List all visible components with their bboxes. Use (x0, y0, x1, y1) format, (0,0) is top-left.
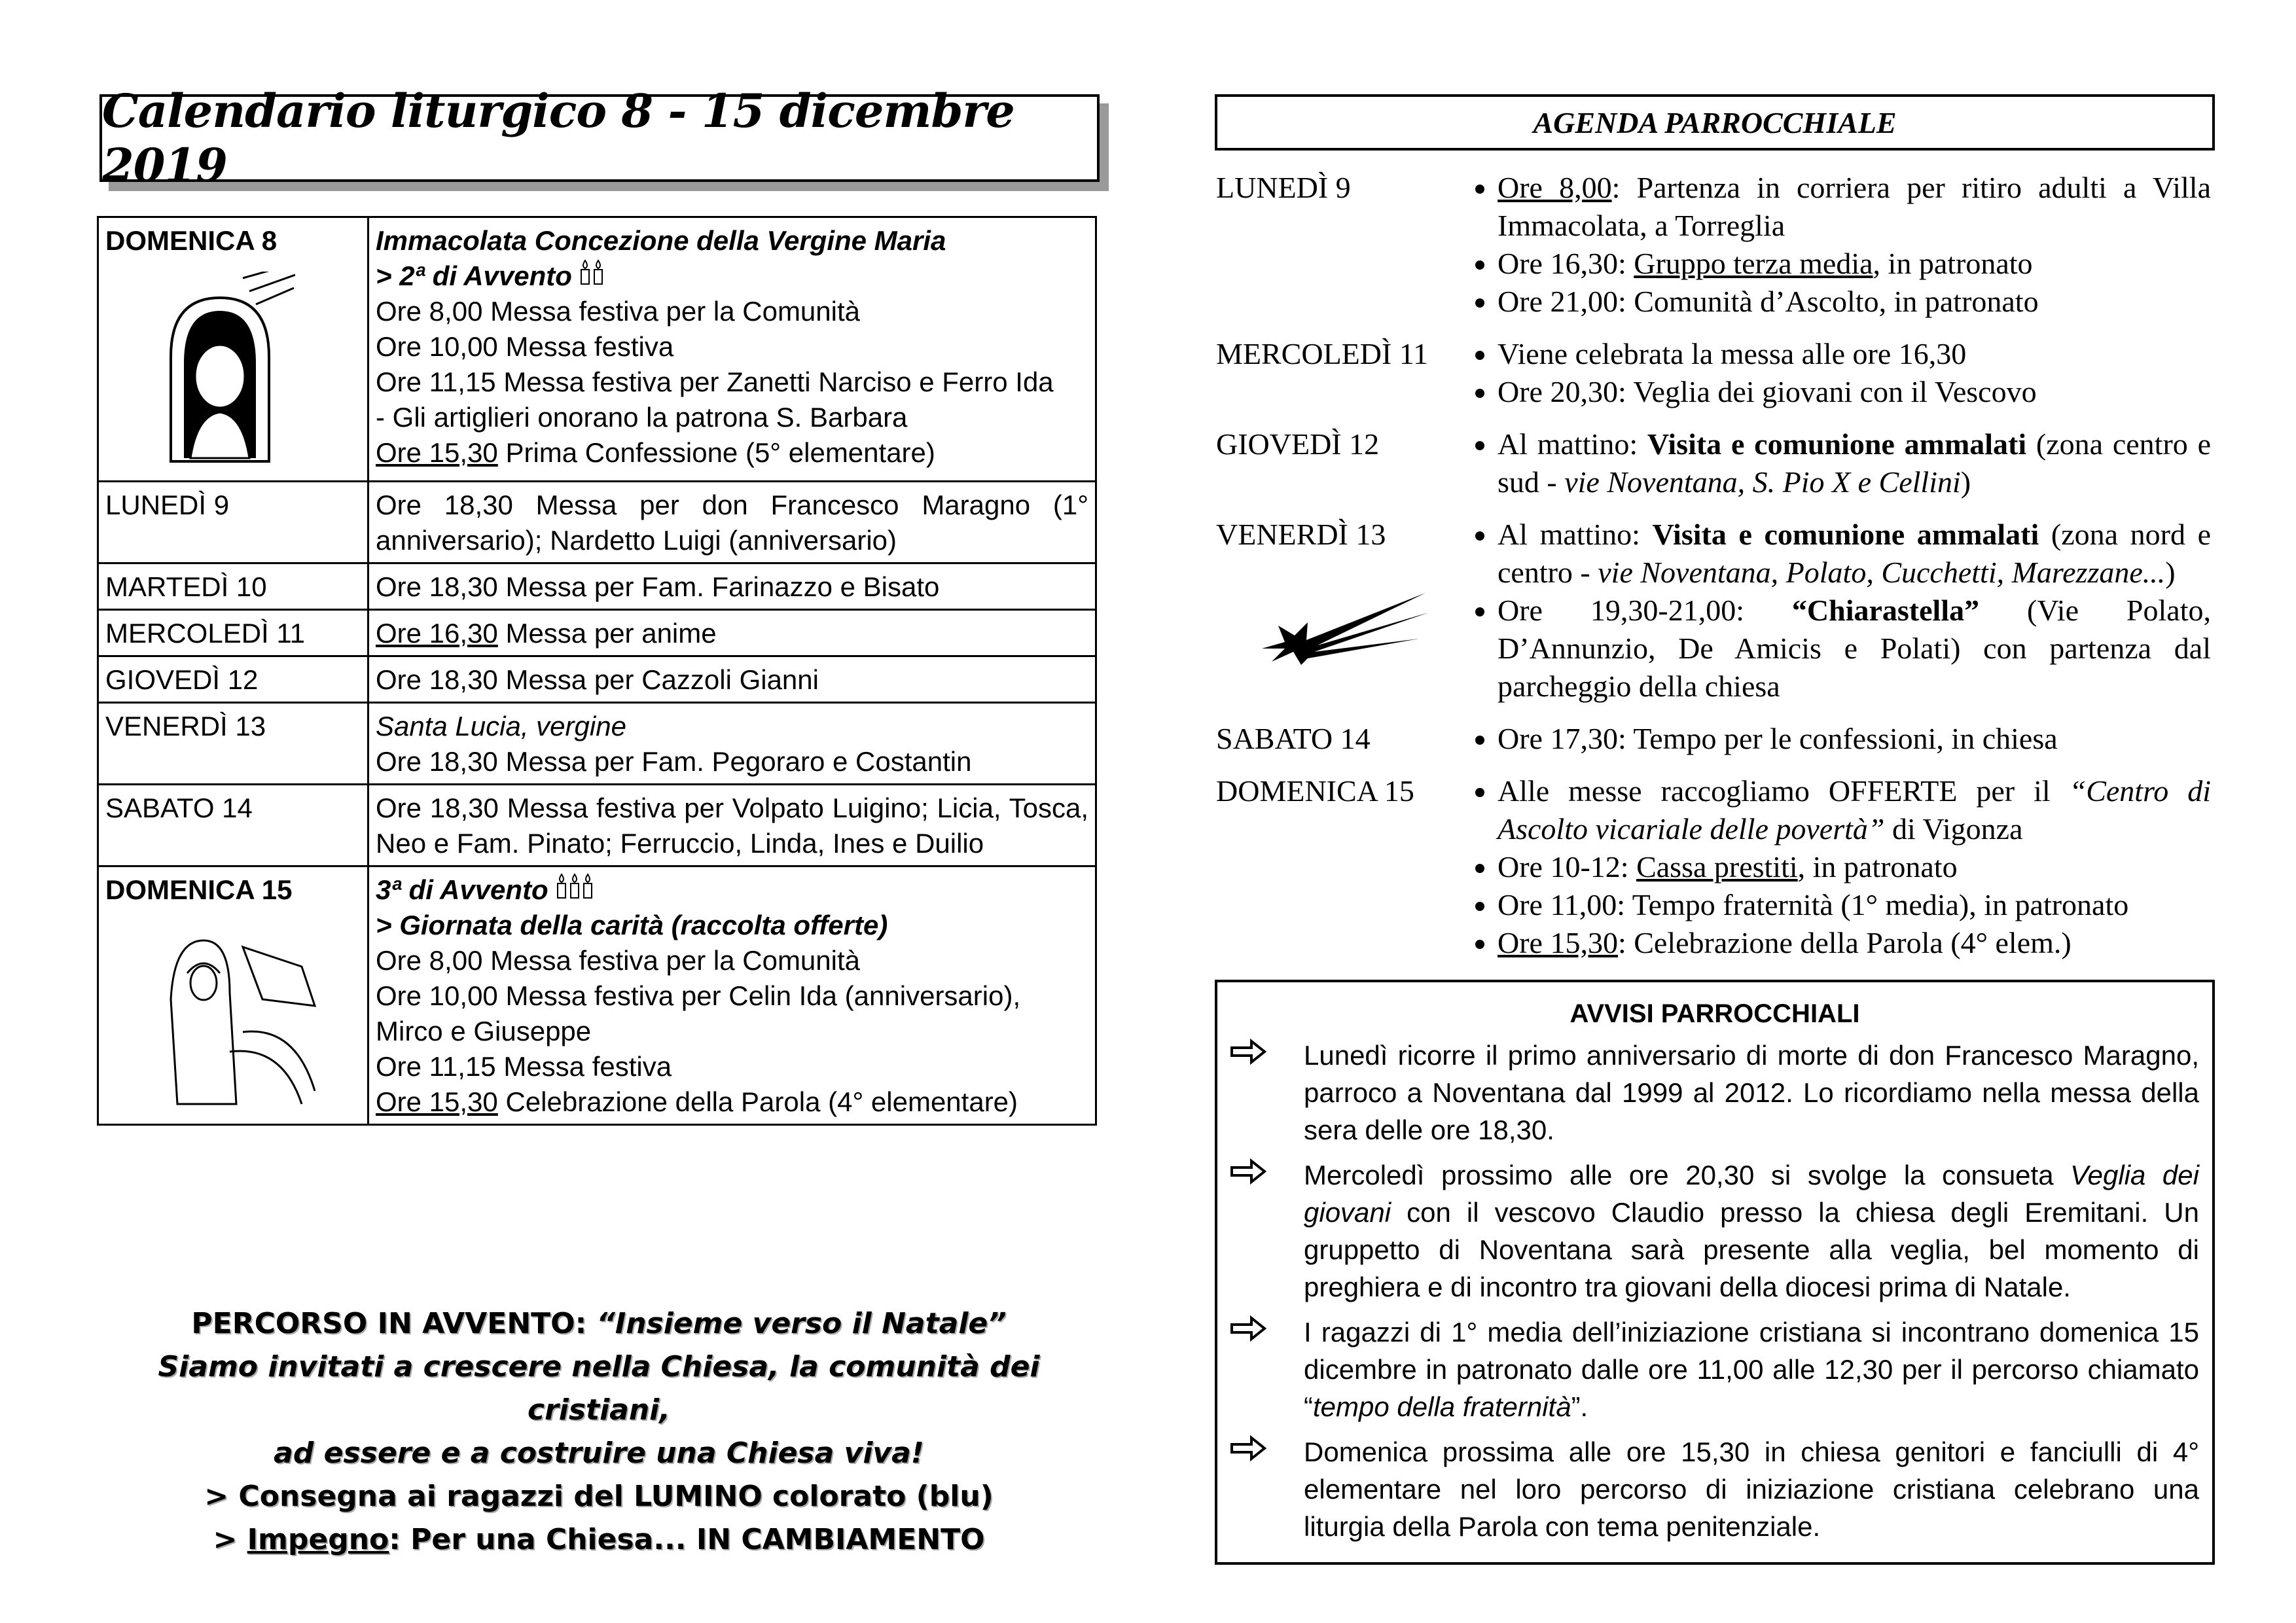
agenda-item (1498, 886, 2211, 924)
agenda-item (1498, 848, 2211, 886)
text-run: Ore 15,30 (1498, 926, 1618, 959)
nun-illustration (132, 921, 361, 1119)
percorso-line-3: ad essere e a costruire una Chiesa viva! (274, 1436, 924, 1470)
calendar-day (98, 482, 368, 563)
agenda-row (1216, 169, 2211, 321)
calendar-entry (376, 744, 1088, 779)
calendar-entry (376, 365, 1088, 400)
calendar-day-label: SABATO 14 (105, 793, 253, 823)
avviso-text (1304, 1433, 2212, 1545)
agenda-day (1216, 516, 1458, 705)
text-run: Alle messe raccogliamo (1498, 774, 1829, 808)
calendar-title-box (99, 84, 1100, 192)
underlined-time: Ore 15,30 (376, 437, 498, 468)
text-run: Cassa prestiti (1636, 850, 1798, 883)
calendar-entry (376, 943, 1088, 978)
text-run: Visita e comunione ammalati (1647, 427, 2027, 461)
avvisi-title: AVVISI PARROCCHIALI (1570, 999, 1860, 1028)
entry-text: Santa Lucia, vergine (376, 711, 626, 741)
calendar-entry (376, 400, 1088, 435)
text-run: Ore 16,30: (1498, 247, 1634, 280)
agenda-row (1216, 335, 2211, 411)
calendar-entry (376, 329, 1088, 365)
entry-text: Ore 11,15 Messa festiva per Zanetti Narciso e Ferro Ida (376, 366, 1054, 397)
percorso-line-2: Siamo invitati a crescere nella Chiesa, la comunità dei cristiani, (158, 1350, 1040, 1427)
avviso-item (1217, 1156, 2212, 1306)
entry-text: Ore 8,00 Messa festiva per la Comunità (376, 296, 861, 327)
text-run: di Vigonza (1884, 812, 2023, 846)
text-run: tempo della fraternità (1313, 1391, 1571, 1422)
calendar-day-label: VENERDÌ 13 (105, 711, 266, 741)
text-run: Visita e comunione ammalati (1652, 518, 2039, 551)
text-run: Ore 11,00: Tempo fraternità (1° media), in patronato (1498, 888, 2129, 921)
agenda-item (1498, 516, 2211, 592)
avvisi-list (1217, 1037, 2212, 1545)
agenda-item (1498, 373, 2211, 411)
arrow-bullet-icon (1217, 1313, 1304, 1425)
entry-text: Prima Confessione (5° elementare) (497, 437, 935, 468)
calendar-entries (368, 610, 1096, 656)
agenda-items (1458, 169, 2211, 321)
calendar-day (98, 785, 368, 866)
calendar-entry (376, 791, 1088, 861)
text-run: Gruppo terza media (1634, 247, 1873, 280)
agenda-item (1498, 592, 2211, 705)
avviso-item (1217, 1313, 2212, 1425)
calendar-day (98, 610, 368, 656)
entry-text: Ore 18,30 Messa festiva per Volpato Luigino; Licia, Tosca, Neo e Fam. Pinato; Ferruccio, Linda, Ines e Duilio (376, 793, 1088, 859)
text-run: (Vie Polato, D’Annunzio, De Amicis e Polati) con partenza dal parcheggio della chiesa (1498, 594, 2211, 703)
text-run: Domenica prossima alle ore 15,30 in chiesa genitori e fanciulli di 4° elementare nel loro percorso di iniziazione cristiana celebrano una liturgia della Parola con tema penitenziale. (1304, 1436, 2199, 1542)
calendar-day-label: DOMENICA 8 (105, 225, 278, 256)
avviso-text (1304, 1156, 2212, 1306)
calendar-row (98, 482, 1096, 563)
entry-text: Ore 10,00 Messa festiva per Celin Ida (anniversario), Mirco e Giuseppe (376, 980, 1021, 1046)
text-run: “Centro di Ascolto vicariale delle povertà” (1498, 774, 2212, 846)
text-run: Veglia dei giovani (1304, 1160, 2199, 1228)
agenda-item (1498, 924, 2211, 962)
calendar-title: Calendario liturgico 8 - 15 dicembre 2019 (102, 84, 1014, 192)
agenda-item (1498, 245, 2211, 283)
avviso-text (1304, 1313, 2212, 1425)
text-run: (zona centro e sud - (1498, 427, 2211, 499)
liturgical-calendar-table (97, 216, 1097, 1126)
calendar-day (98, 563, 368, 610)
text-run: Ore 20,30: Veglia dei giovani con il Vescovo (1498, 375, 2037, 408)
entry-text: > 2ª di Avvento (376, 260, 572, 291)
calendar-day-label: MARTEDÌ 10 (105, 571, 267, 602)
calendar-day-label: MERCOLEDÌ 11 (105, 618, 305, 649)
calendar-entry (376, 616, 1088, 651)
agenda-items (1458, 772, 2211, 962)
calendar-row (98, 866, 1096, 1125)
entry-text: Celebrazione della Parola (4° elementare) (497, 1086, 1018, 1117)
text-run: Ore 21,00: Comunità d’Ascolto, in patronato (1498, 285, 2039, 318)
text-run: Viene celebrata la messa alle ore 16,30 (1498, 337, 1967, 370)
calendar-entry (376, 662, 1088, 698)
calendar-entry (376, 223, 1088, 259)
underlined-time: Ore 15,30 (376, 1086, 498, 1117)
text-run: Mercoledì prossimo alle ore 20,30 si svolge la consueta (1304, 1160, 2071, 1190)
calendar-row (98, 656, 1096, 703)
text-run: vie Noventana, S. Pio X e Cellini (1564, 465, 1961, 499)
agenda-day-label: MERCOLEDÌ 11 (1216, 337, 1429, 370)
agenda-item (1498, 335, 2211, 373)
calendar-entries (368, 563, 1096, 610)
calendar-day (98, 656, 368, 703)
agenda-day (1216, 425, 1458, 501)
entry-text: > Giornata della carità (raccolta offerte) (376, 910, 888, 940)
candles-icon (579, 260, 605, 291)
agenda-items (1458, 516, 2211, 705)
calendar-entry (376, 435, 1088, 471)
avvisi-box (1215, 980, 2215, 1565)
agenda-row (1216, 772, 2211, 962)
calendar-entries (368, 785, 1096, 866)
calendar-entry (376, 872, 1088, 908)
calendar-entries (368, 703, 1096, 785)
agenda-row (1216, 720, 2211, 758)
entry-text: Ore 18,30 Messa per don Francesco Maragno (1° anniversario); Nardetto Luigi (anniversario) (376, 490, 1088, 556)
text-run: Ore 17,30: Tempo per le confessioni, in chiesa (1498, 722, 2058, 755)
calendar-day (98, 703, 368, 785)
text-run: vie Noventana, Polato, Cucchetti, Marezzane... (1598, 556, 2166, 589)
calendar-day-label: GIOVEDÌ 12 (105, 664, 259, 695)
entry-text: Ore 18,30 Messa per Fam. Pegoraro e Costantin (376, 746, 972, 777)
text-run: Ore 8,00 (1498, 171, 1612, 204)
agenda-list (1216, 169, 2211, 976)
entry-text: Ore 11,15 Messa festiva (376, 1051, 672, 1082)
candles-icon (555, 874, 594, 905)
text-run: (zona nord e centro - (1498, 518, 2211, 589)
calendar-row (98, 563, 1096, 610)
agenda-day (1216, 772, 1458, 962)
agenda-items (1458, 425, 2211, 501)
calendar-entries (368, 482, 1096, 563)
text-run: : Partenza in corriera per ritiro adulti a Villa Immacolata, a Torreglia (1498, 171, 2211, 242)
calendar-row (98, 703, 1096, 785)
text-run: “Chiarastella” (1791, 594, 1980, 627)
text-run: ”. (1571, 1391, 1588, 1422)
arrow-bullet-icon (1217, 1037, 1304, 1149)
entry-text: Ore 18,30 Messa per Cazzoli Gianni (376, 664, 819, 695)
entry-text: 3ª di Avvento (376, 874, 548, 905)
calendar-entry (376, 908, 1088, 943)
calendar-entry (376, 569, 1088, 605)
calendar-day (98, 217, 368, 482)
madonna-illustration (145, 272, 361, 476)
agenda-day (1216, 335, 1458, 411)
text-run: Ore 10-12: (1498, 850, 1637, 883)
agenda-day-label: GIOVEDÌ 12 (1216, 427, 1380, 461)
text-run: ) (2165, 556, 2176, 589)
text-run: , in patronato (1873, 247, 2033, 280)
text-run: con il vescovo Claudio presso la chiesa degli Eremitani. Un gruppetto di Noventana sarà presente alla veglia, bel momento di preghiera e di incontro tra giovani della diocesi prima di Natale. (1304, 1197, 2199, 1302)
arrow-bullet-icon (1217, 1156, 1304, 1306)
avviso-text (1304, 1037, 2212, 1149)
calendar-row (98, 217, 1096, 482)
agenda-header (1215, 94, 2215, 151)
text-run: Al mattino: (1498, 427, 1647, 461)
entry-text: - Gli artiglieri onorano la patrona S. Barbara (376, 402, 908, 433)
agenda-row (1216, 516, 2211, 705)
calendar-entry (376, 709, 1088, 744)
calendar-entries (368, 866, 1096, 1125)
calendar-entries (368, 217, 1096, 482)
underlined-time: Ore 16,30 (376, 618, 498, 649)
shooting-star-icon (1255, 586, 1458, 674)
agenda-day (1216, 169, 1458, 321)
agenda-item (1498, 772, 2211, 848)
avviso-item (1217, 1433, 2212, 1545)
calendar-row (98, 610, 1096, 656)
calendar-entry (376, 978, 1088, 1049)
percorso-line-4: > Consegna ai ragazzi del LUMINO colorato (blu) (204, 1480, 994, 1513)
agenda-item (1498, 425, 2211, 501)
agenda-day-label: LUNEDÌ 9 (1216, 171, 1351, 204)
entry-text: Ore 18,30 Messa per Fam. Farinazzo e Bisato (376, 571, 940, 602)
percorso-avvento (98, 1302, 1100, 1561)
text-run: per il (1957, 774, 2070, 808)
agenda-title: AGENDA PARROCCHIALE (1533, 105, 1897, 139)
agenda-item (1498, 283, 2211, 321)
calendar-row (98, 785, 1096, 866)
calendar-entry (376, 1049, 1088, 1084)
calendar-entry (376, 1084, 1088, 1120)
calendar-day-label: DOMENICA 15 (105, 874, 293, 905)
text-run: I ragazzi di 1° media dell’iniziazione cristiana si incontrano domenica 15 dicembre in patronato dalle ore 11,00 alle 12,30 per il percorso chiamato “ (1304, 1317, 2199, 1422)
agenda-items (1458, 335, 2211, 411)
entry-text: Ore 10,00 Messa festiva (376, 331, 674, 362)
entry-text: Immacolata Concezione della Vergine Maria (376, 225, 946, 256)
percorso-line-1: PERCORSO IN AVVENTO: “Insieme verso il Natale” (191, 1307, 1007, 1340)
text-run: Al mattino: (1498, 518, 1653, 551)
percorso-line-5: > Impegno: Per una Chiesa... IN CAMBIAMENTO (213, 1523, 985, 1556)
arrow-bullet-icon (1217, 1433, 1304, 1545)
text-run: OFFERTE (1828, 774, 1958, 808)
text-run: : Celebrazione della Parola (4° elem.) (1617, 926, 2072, 959)
avviso-item (1217, 1037, 2212, 1149)
entry-text: Ore 8,00 Messa festiva per la Comunità (376, 945, 861, 976)
agenda-items (1458, 720, 2211, 758)
text-run: , in patronato (1797, 850, 1958, 883)
text-run: Lunedì ricorre il primo anniversario di morte di don Francesco Maragno, parroco a Noventana dal 1999 al 2012. Lo ricordiamo nella messa della sera delle ore 18,30. (1304, 1040, 2199, 1145)
entry-text: Messa per anime (497, 618, 717, 649)
calendar-day (98, 866, 368, 1125)
agenda-day-label: SABATO 14 (1216, 722, 1371, 755)
agenda-day-label: VENERDÌ 13 (1216, 518, 1386, 551)
calendar-day-label: LUNEDÌ 9 (105, 490, 230, 520)
text-run: Ore 19,30-21,00: (1498, 594, 1792, 627)
calendar-entry (376, 259, 1088, 294)
agenda-row (1216, 425, 2211, 501)
calendar-entry (376, 294, 1088, 329)
calendar-entry (376, 488, 1088, 558)
agenda-item (1498, 720, 2211, 758)
text-run: ) (1960, 465, 1971, 499)
agenda-day-label: DOMENICA 15 (1216, 774, 1414, 808)
calendar-entries (368, 656, 1096, 703)
agenda-day (1216, 720, 1458, 758)
agenda-item (1498, 169, 2211, 245)
